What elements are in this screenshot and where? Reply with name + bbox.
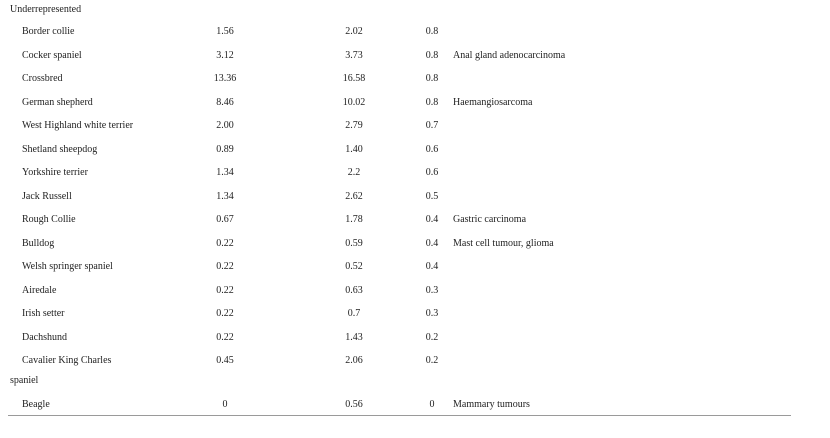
breed-cell: Dachshund [22,332,67,343]
value-cell-c: 0.2 [425,332,439,343]
breed-cell: Shetland sheepdog [22,144,98,155]
value-cell-b: 0.63 [345,285,363,296]
value-cell-b: 2.02 [345,26,363,37]
table-row [0,189,830,205]
value-cell-b: 2.62 [345,191,363,202]
value-cell-a: 0 [222,399,228,410]
table-row [0,165,830,181]
value-cell-a: 0.22 [216,285,234,296]
value-cell-c: 0.6 [425,167,439,178]
value-cell-b: 0.52 [345,261,363,272]
value-cell-c: 0.8 [425,26,439,37]
value-cell-a: 8.46 [216,97,234,108]
breed-cell: Airedale [22,285,57,296]
table-row [0,283,830,299]
value-cell-b: 1.78 [345,214,363,225]
table-row [0,24,830,40]
breed-cell: West Highland white terrier [22,120,134,131]
breed-cell: German shepherd [22,97,93,108]
table-row [0,95,830,111]
value-cell-c: 0 [429,399,435,410]
value-cell-c: 0.4 [425,261,439,272]
breed-cell: Border collie [22,26,75,37]
table-row [0,397,830,413]
breed-cell: Cavalier King Charles [22,355,112,366]
table-row [0,306,830,322]
note-cell: Gastric carcinoma [453,214,527,225]
breed-cell: Cocker spaniel [22,50,82,61]
value-cell-a: 3.12 [216,50,234,61]
value-cell-b: 0.56 [345,399,363,410]
breed-cell: Crossbred [22,73,63,84]
table-row [0,236,830,252]
table-row [0,71,830,87]
table-bottom-rule [8,415,791,416]
value-cell-c: 0.8 [425,73,439,84]
value-cell-b: 16.58 [342,73,366,84]
breed-cell: Welsh springer spaniel [22,261,113,272]
note-cell: Mammary tumours [453,399,530,410]
value-cell-c: 0.3 [425,308,439,319]
value-cell-a: 0.67 [216,214,234,225]
value-cell-b: 10.02 [342,97,366,108]
value-cell-b: 1.43 [345,332,363,343]
value-cell-c: 0.8 [425,50,439,61]
section-heading: Underrepresented [10,4,82,15]
breed-cell: Rough Collie [22,214,76,225]
value-cell-c: 0.6 [425,144,439,155]
table-row [0,48,830,64]
value-cell-a: 0.22 [216,332,234,343]
value-cell-c: 0.5 [425,191,439,202]
value-cell-c: 0.2 [425,355,439,366]
value-cell-a: 0.22 [216,238,234,249]
value-cell-a: 1.34 [216,191,234,202]
note-cell: Mast cell tumour, glioma [453,238,554,249]
value-cell-a: 1.34 [216,167,234,178]
table-row [0,353,830,369]
value-cell-c: 0.4 [425,238,439,249]
value-cell-b: 2.06 [345,355,363,366]
table-row [0,142,830,158]
value-cell-a: 2.00 [216,120,234,131]
value-cell-a: 0.22 [216,261,234,272]
value-cell-a: 1.56 [216,26,234,37]
value-cell-a: 0.89 [216,144,234,155]
value-cell-b: 1.40 [345,144,363,155]
value-cell-b: 2.79 [345,120,363,131]
value-cell-a: 13.36 [213,73,237,84]
breed-cell: Beagle [22,399,50,410]
breed-cell: Bulldog [22,238,55,249]
breed-cell: Jack Russell [22,191,72,202]
breed-cell: Yorkshire terrier [22,167,88,178]
value-cell-c: 0.4 [425,214,439,225]
note-cell: Haemangiosarcoma [453,97,533,108]
value-cell-c: 0.3 [425,285,439,296]
value-cell-a: 0.22 [216,308,234,319]
value-cell-b: 0.7 [347,308,361,319]
value-cell-c: 0.7 [425,120,439,131]
value-cell-b: 2.2 [347,167,361,178]
table-row [0,118,830,134]
table-row [0,259,830,275]
value-cell-b: 0.59 [345,238,363,249]
breed-continuation-text: spaniel [10,375,39,386]
value-cell-a: 0.45 [216,355,234,366]
breed-cell: Irish setter [22,308,65,319]
table-row [0,212,830,228]
table-row [0,330,830,346]
value-cell-c: 0.8 [425,97,439,108]
note-cell: Anal gland adenocarcinoma [453,50,566,61]
value-cell-b: 3.73 [345,50,363,61]
